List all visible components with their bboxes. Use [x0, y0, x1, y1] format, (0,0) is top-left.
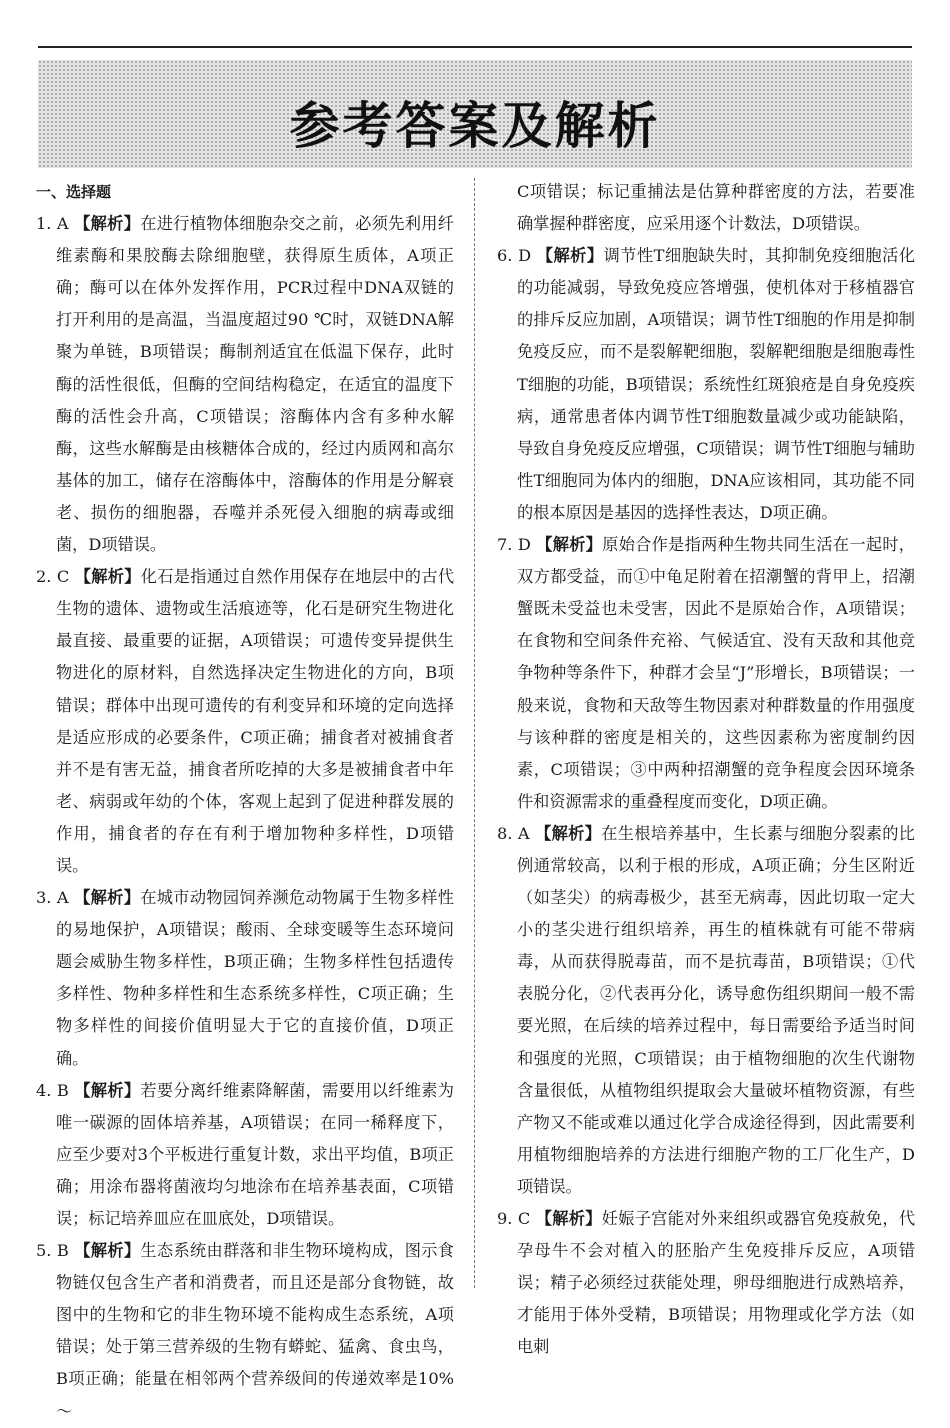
title-banner — [38, 60, 912, 168]
answer-text: 原始合作是指两种生物共同生活在一起时，双方都受益，而①中龟足附着在招潮蟹的背甲上，招潮蟹既未受益也未受害，因此不是原始合作，A项错误；在食物和空间条件充裕、气候适宜、没有天敌和其他竞争物种等条件下，种群才会呈“J”形增长，B项错误；一般来说，食物和天敌等生物因素对种群数量的作用强度与该种群的密度是相关的，这些因素称为密度制约因素，C项错误；③中两种招潮蟹的竞争程度会因环境条件和资源需求的重叠程度而变化，D项正确。 — [517, 535, 915, 811]
answer-item-5-continued: C项错误；标记重捕法是估算种群密度的方法，若要准确掌握种群密度，应采用逐个计数法，D项错误。 — [517, 182, 915, 234]
analysis-tag: 【解析】 — [74, 214, 141, 234]
answer-label: 3. A — [36, 888, 69, 908]
answer-label: 1. A — [36, 214, 69, 234]
analysis-tag: 【解析】 — [74, 567, 141, 587]
answer-label: 7. D — [497, 535, 531, 555]
answer-item-7 — [497, 529, 915, 818]
answer-text: 妊娠子宫能对外来组织或器官免疫赦免，代孕母牛不会对植入的胚胎产生免疫排斥反应，A项错误；精子必须经过获能处理，卵母细胞进行成熟培养，才能用于体外受精，B项错误；用物理或化学方法（如电刺 — [517, 1209, 916, 1357]
analysis-tag: 【解析】 — [535, 1209, 602, 1228]
section-heading: 一、选择题 — [36, 183, 112, 201]
answer-text: 在生根培养基中，生长素与细胞分裂素的比例通常较高，以利于根的形成，A项正确；分生区附近（如茎尖）的病毒极少，甚至无病毒，因此切取一定大小的茎尖进行组织培养，再生的植株就有可能不带病毒，从而获得脱毒苗，而不是抗毒苗，B项错误；①代表脱分化，②代表再分化，诱导愈伤组织期间一般不需要光照，在后续的培养过程中，每日需要给予适当时间和强度的光照，C项错误；由于植物细胞的次生代谢物含量很低，从植物组织提取会大量破坏植物资源，有些产物又不能或难以通过化学合成途径得到，因此需要利用植物细胞培养的方法进行细胞产物的工厂化生产，D项错误。 — [517, 823, 915, 1196]
analysis-tag: 【解析】 — [536, 535, 603, 555]
analysis-tag: 【解析】 — [74, 1241, 141, 1261]
analysis-tag: 【解析】 — [74, 1080, 141, 1100]
answer-item-2 — [36, 561, 454, 882]
answer-item-4 — [36, 1075, 454, 1235]
answer-item-9 — [497, 1203, 915, 1363]
answer-text: 生态系统由群落和非生物环境构成，图示食物链仅包含生产者和消费者，而且还是部分食物链，故图中的生物和它的非生物环境不能构成生态系统，A项错误；处于第三营养级的生物有蟒蛇、猛禽、食虫鸟，B项正确；能量在相邻两个营养级间的传递效率是10%～ — [56, 1241, 454, 1421]
answer-label: 4. B — [36, 1080, 69, 1100]
answer-item-5 — [36, 1235, 454, 1428]
answer-label: 9. C — [497, 1209, 531, 1228]
answer-text: 若要分离纤维素降解菌，需要用以纤维素为唯一碳源的固体培养基，A项错误；在同一稀释度下，应至少要对3个平板进行重复计数，求出平均值，B项正确；用涂布器将菌液均匀地涂布在培养基表面，C项错误；标记培养皿应在皿底处，D项错误。 — [56, 1080, 454, 1228]
answer-item-3 — [36, 882, 454, 1075]
answer-label: 6. D — [497, 246, 532, 266]
analysis-tag: 【解析】 — [74, 888, 141, 908]
answer-item-1 — [36, 208, 454, 561]
answer-label: 8. A — [497, 823, 530, 843]
right-column — [497, 176, 915, 1363]
answer-text: 调节性T细胞缺失时，其抑制免疫细胞活化的功能减弱，导致免疫应答增强，使机体对于移植器官的排斥反应加剧，A项错误；调节性T细胞的作用是抑制免疫反应，而不是裂解靶细胞，裂解靶细胞是细胞毒性T细胞的功能，B项错误；系统性红斑狼疮是自身免疫疾病，通常患者体内调节性T细胞数量减少或功能缺陷，导致自身免疫反应增强，C项错误；调节性T细胞与辅助性T细胞同为体内的细胞，DNA应该相同，其功能不同的根本原因是基因的选择性表达，D项正确。 — [517, 246, 916, 522]
top-rule — [38, 46, 912, 48]
answer-label: 5. B — [36, 1241, 69, 1261]
answer-item-6 — [497, 240, 915, 529]
column-divider — [474, 178, 475, 1288]
left-column — [36, 176, 454, 1428]
answer-text: 在城市动物园饲养濒危动物属于生物多样性的易地保护，A项错误；酸雨、全球变暖等生态环境问题会威胁生物多样性，B项正确；生物多样性包括遗传多样性、物种多样性和生态系统多样性，C项正确；生物多样性的间接价值明显大于它的直接价值，D项正确。 — [56, 888, 454, 1068]
answer-text: 化石是指通过自然作用保存在地层中的古代生物的遗体、遗物或生活痕迹等，化石是研究生物进化最直接、最重要的证据，A项错误；可遗传变异提供生物进化的原材料，自然选择决定生物进化的方向，B项错误；群体中出现可遗传的有利变异和环境的定向选择是适应形成的必要条件，C项正确；捕食者对被捕食者并不是有害无益，捕食者所吃掉的大多是被捕食者中年老、病弱或年幼的个体，客观上起到了促进种群发展的作用，捕食者的存在有利于增加物种多样性，D项错误。 — [56, 567, 455, 875]
answer-label: 2. C — [36, 567, 70, 587]
page-title: 参考答案及解析 — [289, 97, 661, 155]
analysis-tag: 【解析】 — [535, 823, 602, 843]
answer-text: 在进行植物体细胞杂交之前，必须先利用纤维素酶和果胶酶去除细胞壁，获得原生质体，A项正确；酶可以在体外发挥作用，PCR过程中DNA双链的打开利用的是高温，当温度超过90 ℃时，双链DNA解聚为单链，B项错误；酶制剂适宜在低温下保存，此时酶的活性很低，但酶的空间结构稳定，在适宜的温度下酶的活性会升高，C项错误；溶酶体内含有多种水解酶，这些水解酶是由核糖体合成的，经过内质网和高尔基体的加工，储存在溶酶体中，溶酶体的作用是分解衰老、损伤的细胞器，吞噬并杀死侵入细胞的病毒或细菌，D项错误。 — [56, 214, 454, 555]
answer-item-8 — [497, 818, 915, 1203]
analysis-tag: 【解析】 — [536, 246, 604, 266]
